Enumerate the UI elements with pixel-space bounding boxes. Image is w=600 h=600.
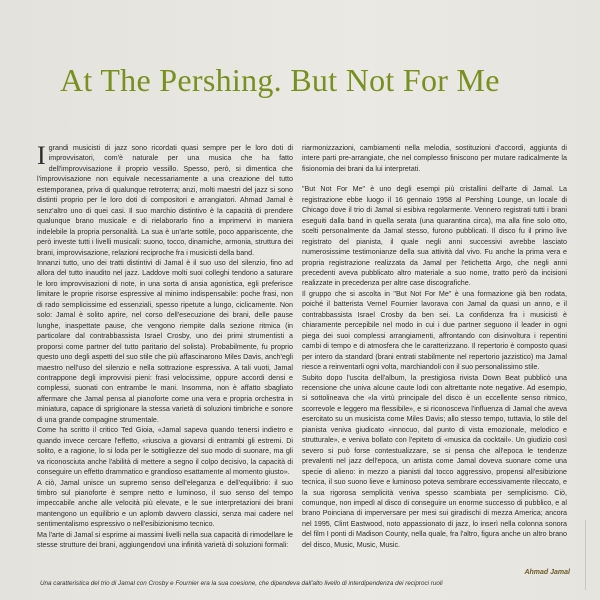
paragraph: "But Not For Me" è uno degli esempi più cristallini dell'arte di Jamal. La registrazione ebbe luogo il 16 gennaio 1958 al Pershing Lounge, un locale di Chicago dove il trio di Jamal si esibiva regolarmente. Vennero registrati tutti i brani eseguiti dalla band in quella serata (una quarantina circa), ma alla fine solo otto, scelti personalmente da Jamal stesso, furono pubblicati. Il disco fu il primo live registrato del pianista, il quale negli anni successivi avrebbe lasciato numerosissime testimonianze della sua attività dal vivo. Fu anche la prima vera e propria registrazione realizzata da Jamal per l'etichetta Argo, che negli anni precedenti aveva pubblicato altro materiale a suo nome, tratto però da incisioni realizzate in precedenza per altre case discografiche. xyxy=(302,185,567,288)
paragraph: riarmonizzazioni, cambiamenti nella melodia, sostituzioni d'accordi, aggiunta di intere parti pre-arrangiate, che nel complesso finiscono per mutare radicalmente la fisionomia dei brani da lui interpretati. xyxy=(302,144,567,173)
left-column xyxy=(37,143,293,551)
paragraph: Come ha scritto il critico Ted Gioia, «Jamal sapeva quando tenersi indietro e quando invece cercare l'effetto, «riusciva a giovarsi di entrambi gli estremi. Di solito, e a ragione, lo si loda per le sottigliezze del suo modo di suonare, ma gli va riconosciuta anche l'abilità di mettere a segno il colpo decisivo, la capacità di conseguire un effetto drammatico e grandioso esattamente al momento giusto». xyxy=(37,426,293,477)
paragraph xyxy=(37,143,293,258)
paragraph: Subito dopo l'uscita dell'album, la prestigiosa rivista Down Beat pubblicò una recensione che univa alcune caute lodi con altrettante note negative. Ad esempio, si sottolineava che «la virtù principale del disco è un eccellente senso ritmico, scorrevole e leggero ma flessibile», e si riconosceva l'influenza di Jamal che aveva esercitato su un musicista come Miles Davis; allo stesso tempo, tuttavia, lo stile del pianista veniva giudicato «innocuo, dal punto di vista emozionale, melodico e strutturale», e veniva bollato con l'epiteto di «musica da cocktail». Un giudizio così severo si può forse contestualizzare, se si pensa che all'epoca le tendenze prevalenti nel jazz dell'epoca, un artista come Jamal doveva suonare come una specie di alieno: in mezzo a pianisti dal tocco aggressivo, propensi all'esibizione tecnica, il suo suono lieve e luminoso poteva sembrare eccessivamente rileccato, e la sua rigorosa semplicità veniva spesso scambiata per semplicismo. Ciò, comunque, non impedì al disco di conseguire un enorme successo di pubblico, e al brano Poinciana di imperversare per mesi sui giradischi di mezza America; ancora nel 1995, Clint Eastwood, noto appassionato di jazz, lo inserì nella colonna sonora del film I ponti di Madison County, nella quale, fra l'altro, figura anche un altro brano del disco, Music, Music, Music. xyxy=(302,373,567,549)
paragraph: Ma l'arte di Jamal si esprime ai massimi livelli nella sua capacità di rimodellare le stesse strutture dei brani, aggiungendovi una infinità varietà di soluzioni formali: xyxy=(37,530,293,550)
paragraph: Innanzi tutto, uno dei tratti distintivi di Jamal è il suo uso del silenzio, fino ad allora del tutto inaudito nel jazz. Laddove molti suoi colleghi tendono a saturare le loro improvvisazioni di note, in una sorta di ansia agonistica, egli preferisce limitare le proprie risorse espressive al minimo indispensabile: poche frasi, non di rado semplicissime ed essenziali, spesso ripetute a lungo, ciclicamente. Non solo: Jamal è solito aprire, nel corso dell'esecuzione dei brani, delle pause lunghe, inaspettate pause, che vengono riempite dalla sezione ritmica (in particolare dal contrabbassista Israel Crosby, uno dei primi strumentisti a proporsi come partner del tutto paritario del solista). Probabilmente, fu proprio questo uno degli aspetti del suo stile che più affascinarono Miles Davis, anch'egli maestro nell'uso del silenzio e nella sottrazione espressiva. A tali vuoti, Jamal contrappone degli improvvisi pieni: frasi velocissime, oppure accordi densi e complessi, suonati con entrambe le mani. Insomma, non è affatto sbagliato affermare che Jamal pensa al pianoforte come una vera e propria orchestra in miniatura, capace di sprigionare la stessa varietà di soluzioni timbriche e sonore di una grande compagine strumentale. xyxy=(37,258,293,424)
paragraph: A ciò, Jamal unisce un supremo senso dell'eleganza e dell'equilibrio: il suo timbro sul pianoforte è sempre netto e luminoso, il suo senso del tempo impeccabile anche alle velocità più elevate, e le sue interpretazioni dei brani mantengono un equilibrio e un aplomb davvero classici, senza mai cadere nel sentimentalismo espressivo o nell'esibizionismo tecnico. xyxy=(37,478,293,529)
paragraph-gap xyxy=(302,174,567,184)
paragraph-text: grandi musicisti di jazz sono ricordati quasi sempre per le loro doti di improvvisatori, com'è naturale per una musica che ha fatto dell'improvvisazione il proprio vessillo. Spesso, però, si dimentica che l'improvvisazione non equivale necessariamente a una creazione del tutto estemporanea, priva di qualunque retroterra; anzi, molti maestri del jazz si sono distinti proprio per le loro doti di compositori e arrangiatori. Ahmad Jamal è senz'altro uno di quei casi. Il suo marchio distintivo è la capacità di prendere qualunque brano musicale e di rielaborarlo fino a imprimervi in maniera indelebile la propria personalità. La sua è un'arte sottile, poco appariscente, che però investe tutti i livelli musicali: suono, tocco, dinamiche, armonia, struttura dei brani, improvvisazione, relazioni reciproche fra i musicisti della band. xyxy=(37,144,293,257)
right-column xyxy=(302,143,567,550)
page-title: At The Pershing. But Not For Me xyxy=(60,62,500,98)
photo-credit: Ahmad Jamal xyxy=(524,569,570,576)
page-edge-divider xyxy=(585,520,586,590)
paragraph: Il gruppo che si ascolta in "But Not For Me" è una formazione già ben rodata, poiché il batterista Vernel Fournier lavorava con Jamal da quasi un anno, e il contrabbassista Israel Crosby da ben sei. La confidenza fra i musicisti è chiaramente percepibile nel modo in cui i due partner seguono il leader in ogni piega dei suoi complessi arrangiamenti, affrontando con disinvoltura i repentini cambi di tempo e di atmosfera che le caratterizzano. Il repertorio è composto quasi per intero da standard (brani entrati stabilmente nel repertorio jazzistico) ma Jamal riesce a reinventarli ogni volta, marchiandoli con il suo personalissimo stile. xyxy=(302,289,567,372)
photo-caption: Una caratteristica del trio di Jamal con Crosby e Fournier era la sua coesione, che dipendeva dall'alto livello di interdipendenza dei reciproci ruoli xyxy=(40,580,443,587)
dropcap: I xyxy=(37,141,46,170)
